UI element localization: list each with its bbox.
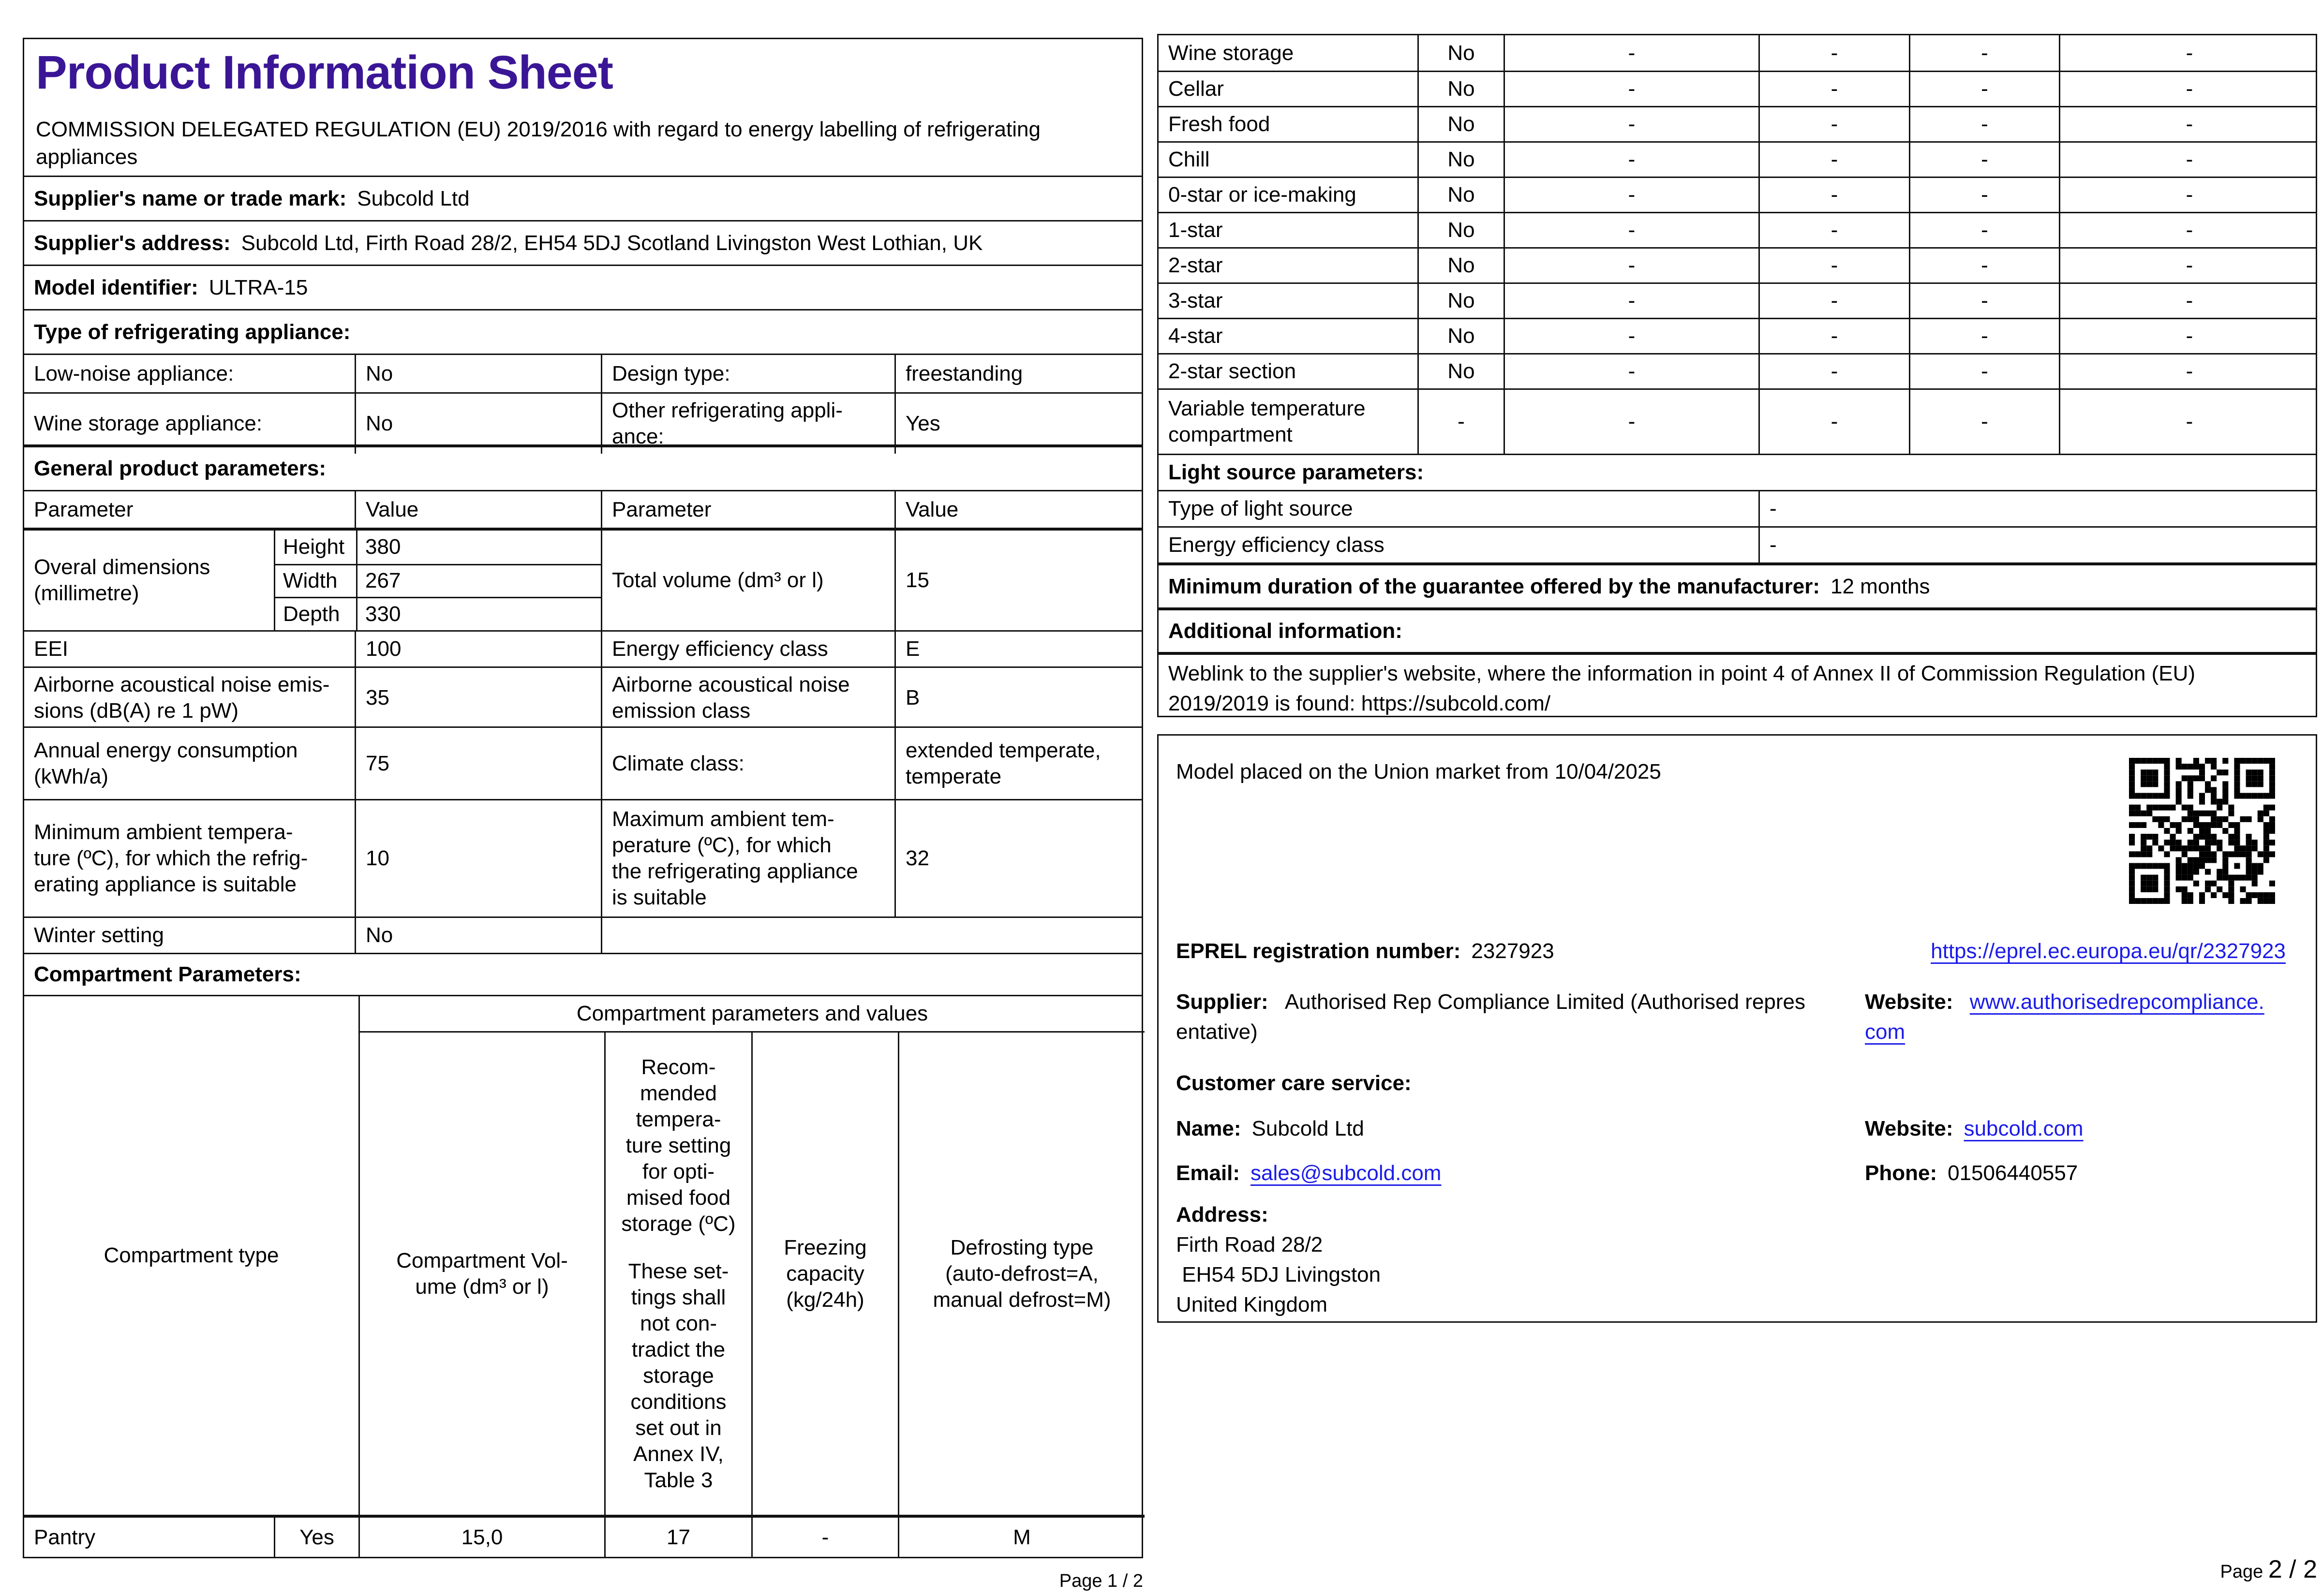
parameter-label: Wine storage appliance: xyxy=(34,412,263,435)
parameter-value: freestanding xyxy=(894,355,1145,392)
value-cell: - xyxy=(1909,35,2059,71)
compartment-header: Compartment Parameters: xyxy=(34,962,301,986)
parameter-label: Other refrigerating appli- ance: xyxy=(601,394,894,454)
model-identifier-row xyxy=(24,265,1142,309)
parameter-value: 10 xyxy=(355,800,601,916)
supplier-address-label: Supplier's address: xyxy=(34,231,231,255)
dimension-name: Height xyxy=(283,535,345,559)
value-cell: - xyxy=(1758,143,1909,177)
parameter-value: B xyxy=(894,668,1145,728)
value-cell: - xyxy=(2059,72,2319,106)
page-2-table xyxy=(1157,34,2317,717)
eprel-link[interactable]: https://eprel.ec.europa.eu/qr/2327923 xyxy=(1931,939,2286,963)
freezing-column-header: Freezing capacity (kg/24h) xyxy=(751,1033,898,1515)
guarantee-row xyxy=(1159,562,2316,607)
address-lines: Firth Road 28/2 EH54 5DJ Livingston United Kingdom xyxy=(1176,1233,1381,1316)
parameter-value: No xyxy=(355,394,601,454)
value-cell: - xyxy=(1758,178,1909,212)
volume-column-header: Compartment Vol- ume (dm³ or l) xyxy=(358,1033,604,1515)
compartment-values-header: Compartment parameters and values xyxy=(358,996,1145,1033)
value-cell: - xyxy=(1503,284,1758,318)
value-cell: No xyxy=(1417,72,1503,106)
total-volume-value: 15 xyxy=(894,531,1145,630)
parameter-label: Low-noise appliance: xyxy=(34,361,234,385)
value-cell: - xyxy=(1909,355,2059,388)
type-header-row xyxy=(24,309,1142,354)
dimensions-row xyxy=(24,528,1142,630)
regulation-subtitle: COMMISSION DELEGATED REGULATION (EU) 2019/2016 with regard to energy labelling of refrigerating appliances xyxy=(36,118,1041,169)
value-cell: - xyxy=(2059,249,2319,282)
supplier-label: Supplier: xyxy=(1176,990,1268,1014)
compartment-label: Fresh food xyxy=(1168,112,1270,136)
energy-row xyxy=(24,726,1142,799)
page-title: Product Information Sheet xyxy=(36,46,613,99)
compartment-table xyxy=(24,995,1142,1557)
pantry-cell: 17 xyxy=(604,1515,751,1557)
website-label: Website: xyxy=(1865,1117,1953,1140)
value-cell: - xyxy=(2059,107,2319,141)
value-cell: No xyxy=(1417,35,1503,71)
parameter-value: Yes xyxy=(894,394,1145,454)
supplier-name-value: Subcold Ltd xyxy=(357,186,470,210)
dimension-value: 267 xyxy=(356,565,601,597)
value-cell: - xyxy=(1758,284,1909,318)
dimension-name: Depth xyxy=(283,602,340,626)
value-cell: - xyxy=(1909,284,2059,318)
value-cell: No xyxy=(1417,355,1503,388)
value-cell: - xyxy=(1503,72,1758,106)
value-cell: - xyxy=(1758,390,1909,454)
general-parameters-header-row xyxy=(24,444,1142,490)
value-cell: - xyxy=(2059,390,2319,454)
parameter-value: 75 xyxy=(355,728,601,799)
value-cell: - xyxy=(1909,107,2059,141)
parameter-value: E xyxy=(894,632,1145,666)
pantry-cell: Pantry xyxy=(24,1515,274,1557)
table-row xyxy=(1159,71,2316,106)
supplier-website-link[interactable]: www.authorisedrepcompliance. com xyxy=(1865,990,2264,1044)
customer-care-header: Customer care service: xyxy=(1176,1071,1412,1095)
compartment-label: 0-star or ice-making xyxy=(1168,183,1356,207)
value-cell: - xyxy=(2059,319,2319,353)
parameter-label: Minimum ambient tempera- ture (ºC), for which the refrig- erating appliance is suitable xyxy=(34,820,308,896)
value-cell: - xyxy=(2059,35,2319,71)
parameter-value: 35 xyxy=(355,668,601,728)
qr-code-icon xyxy=(2129,758,2275,904)
value-cell: - xyxy=(2059,355,2319,388)
model-identifier-value: ULTRA-15 xyxy=(208,275,308,299)
value-cell: - xyxy=(1758,319,1909,353)
total-volume-label: Total volume (dm³ or l) xyxy=(601,531,894,630)
dimension-value: 330 xyxy=(356,598,601,630)
light-source-header: Light source parameters: xyxy=(1168,460,1424,484)
page-1-number: Page 1 / 2 xyxy=(1059,1571,1143,1591)
value-cell: - xyxy=(1758,213,1909,247)
dimensions-subtable xyxy=(274,531,601,630)
supplier-row xyxy=(1176,987,1853,1047)
value-cell: - xyxy=(1909,249,2059,282)
value-cell: - xyxy=(1758,72,1909,106)
email-label: Email: xyxy=(1176,1161,1240,1185)
compartment-label: Cellar xyxy=(1168,77,1224,101)
compartment-label: Variable temperature compartment xyxy=(1168,397,1366,446)
parameter-value: No xyxy=(355,918,601,953)
value-cell: - xyxy=(1503,390,1758,454)
supplier-address-row xyxy=(24,220,1142,265)
table-row xyxy=(1159,177,2316,212)
weblink-row xyxy=(1159,652,2316,716)
value-cell: - xyxy=(1503,178,1758,212)
value-cell: No xyxy=(1417,319,1503,353)
parameter-label: Airborne acoustical noise emission class xyxy=(601,668,894,728)
care-name-row xyxy=(1176,1114,1364,1144)
additional-info-header-row xyxy=(1159,607,2316,652)
additional-info-header: Additional information: xyxy=(1168,619,1402,643)
value-cell: - xyxy=(1909,390,2059,454)
value-cell: - xyxy=(1758,355,1909,388)
value-cell: - xyxy=(1503,35,1758,71)
column-header: Parameter xyxy=(601,491,894,528)
column-header: Value xyxy=(894,491,1145,528)
website-label: Website: xyxy=(1865,990,1953,1014)
light-source-row xyxy=(1159,490,2316,526)
parameter-label: EEI xyxy=(34,637,68,661)
market-placement-text: Model placed on the Union market from 10/04/2025 xyxy=(1176,760,1661,783)
temperature-column-header: Recom- mended tempera- ture setting for opti- mised food storage (ºC) These set- tings shall not con- tradict the storage conditions set out in Annex IV, Table 3 xyxy=(604,1033,751,1515)
parameter-label: Airborne acoustical noise emis- sions (dB(A) re 1 pW) xyxy=(34,673,330,723)
parameter-label: Design type: xyxy=(601,355,894,392)
column-header: Parameter xyxy=(34,497,134,521)
table-row xyxy=(1159,247,2316,282)
dimension-value: 380 xyxy=(356,531,601,564)
value-cell: - xyxy=(1503,355,1758,388)
value-cell: - xyxy=(2059,284,2319,318)
star-rows xyxy=(1159,35,2316,388)
parameter-label: Winter setting xyxy=(34,923,164,947)
parameter-value: - xyxy=(1758,491,2319,526)
value-cell: - xyxy=(2059,143,2319,177)
table-row xyxy=(1159,106,2316,141)
value-cell: - xyxy=(1909,72,2059,106)
supplier-name-label: Supplier's name or trade mark: xyxy=(34,186,347,210)
compartment-header-row xyxy=(24,953,1142,995)
pantry-cell: - xyxy=(751,1515,898,1557)
parameter-value: No xyxy=(355,355,601,392)
compartment-label: Wine storage xyxy=(1168,41,1294,65)
name-label: Name: xyxy=(1176,1117,1241,1140)
supplier-name-row xyxy=(24,176,1142,220)
parameter-label: Maximum ambient tem- perature (ºC), for which the refrigerating appliance is suitable xyxy=(601,800,894,916)
name-value: Subcold Ltd xyxy=(1251,1117,1364,1140)
care-website-link[interactable]: subcold.com xyxy=(1964,1117,2084,1140)
winter-setting-row xyxy=(24,916,1142,953)
care-website-row xyxy=(1865,1114,2084,1144)
page-2-number: Page 2 / 2 xyxy=(2220,1555,2317,1583)
eei-row xyxy=(24,630,1142,666)
defrosting-column-header: Defrosting type (auto-defrost=A, manual defrost=M) xyxy=(898,1033,1145,1515)
value-cell: - xyxy=(1503,213,1758,247)
eprel-label: EPREL registration number: xyxy=(1176,939,1461,963)
value-cell: No xyxy=(1417,249,1503,282)
phone-label: Phone: xyxy=(1865,1161,1937,1185)
low-noise-row xyxy=(24,354,1142,392)
light-source-row xyxy=(1159,526,2316,562)
value-cell: No xyxy=(1417,213,1503,247)
parameter-label: Energy efficiency class xyxy=(601,632,894,666)
eprel-row xyxy=(1176,936,1554,966)
value-cell: No xyxy=(1417,143,1503,177)
dimension-name: Width xyxy=(283,569,338,593)
pantry-cell: M xyxy=(898,1515,1145,1557)
dimensions-label: Overal dimensions (millimetre) xyxy=(34,555,210,605)
parameter-value: 32 xyxy=(894,800,1145,916)
model-identifier-label: Model identifier: xyxy=(34,275,198,299)
value-cell: - xyxy=(1909,213,2059,247)
wine-storage-row xyxy=(24,392,1142,448)
value-cell: - xyxy=(1758,249,1909,282)
compartment-label: 2-star xyxy=(1168,253,1223,277)
parameter-label: Annual energy consumption (kWh/a) xyxy=(34,738,298,788)
market-info-box xyxy=(1157,734,2317,1323)
table-row xyxy=(1159,353,2316,388)
value-cell: - xyxy=(1503,249,1758,282)
value-cell: - xyxy=(1758,35,1909,71)
value-cell: - xyxy=(1909,178,2059,212)
compartment-label: 1-star xyxy=(1168,218,1223,242)
address-label: Address: xyxy=(1176,1203,1268,1227)
value-cell: - xyxy=(1909,143,2059,177)
value-cell: No xyxy=(1417,178,1503,212)
parameter-value: 100 xyxy=(355,632,601,666)
ambient-temperature-row xyxy=(24,799,1142,916)
email-link[interactable]: sales@subcold.com xyxy=(1250,1161,1442,1185)
value-cell: - xyxy=(1417,390,1503,454)
parameter-value: - xyxy=(1758,528,2319,562)
light-source-header-row xyxy=(1159,454,2316,490)
address-block xyxy=(1176,1200,1381,1320)
table-row xyxy=(1159,318,2316,353)
value-cell: - xyxy=(2059,178,2319,212)
compartment-label: 4-star xyxy=(1168,324,1223,348)
parameter-label: Type of light source xyxy=(1168,497,1353,520)
compartment-type-header: Compartment type xyxy=(104,1243,279,1267)
parameter-label: Energy efficiency class xyxy=(1168,533,1384,557)
eprel-value: 2327923 xyxy=(1471,939,1554,963)
value-cell: - xyxy=(1503,143,1758,177)
guarantee-label: Minimum duration of the guarantee offered by the manufacturer: xyxy=(1168,574,1820,598)
table-row xyxy=(1159,141,2316,177)
table-row xyxy=(1159,35,2316,71)
supplier-website-row xyxy=(1865,987,2300,1047)
supplier-value: Authorised Rep Compliance Limited (Authorised repres entative) xyxy=(1176,990,1806,1044)
phone-value: 01506440557 xyxy=(1948,1161,2078,1185)
variable-temperature-row xyxy=(1159,388,2316,454)
empty-cell xyxy=(601,918,1145,953)
compartment-label: Chill xyxy=(1168,148,1210,171)
value-cell: - xyxy=(1503,319,1758,353)
care-email-row xyxy=(1176,1158,1441,1188)
value-cell: No xyxy=(1417,107,1503,141)
parameter-value: extended temperate, temperate xyxy=(894,728,1145,799)
value-cell: - xyxy=(1909,319,2059,353)
compartment-label: 2-star section xyxy=(1168,359,1296,383)
weblink-text: Weblink to the supplier's website, where the information in point 4 of Annex II of Commission Regulation (EU) 2019/2019 is found: https://subcold.com/ xyxy=(1168,662,2196,715)
value-cell: - xyxy=(1758,107,1909,141)
table-row xyxy=(1159,282,2316,318)
value-cell: - xyxy=(1503,107,1758,141)
pantry-cell: 15,0 xyxy=(358,1515,604,1557)
column-header: Value xyxy=(355,491,601,528)
parameter-value-header-row xyxy=(24,490,1142,528)
pantry-cell: Yes xyxy=(274,1515,358,1557)
supplier-address-value: Subcold Ltd, Firth Road 28/2, EH54 5DJ Scotland Livingston West Lothian, UK xyxy=(241,231,983,255)
general-parameters-header: General product parameters: xyxy=(34,457,326,480)
care-phone-row xyxy=(1865,1158,2078,1188)
parameter-label: Climate class: xyxy=(601,728,894,799)
noise-row xyxy=(24,666,1142,726)
value-cell: No xyxy=(1417,284,1503,318)
title-block xyxy=(24,39,1142,176)
page-1 xyxy=(23,38,1143,1558)
compartment-label: 3-star xyxy=(1168,289,1223,312)
value-cell: - xyxy=(2059,213,2319,247)
guarantee-value: 12 months xyxy=(1831,574,1930,598)
table-row xyxy=(1159,212,2316,247)
type-header: Type of refrigerating appliance: xyxy=(34,320,351,344)
